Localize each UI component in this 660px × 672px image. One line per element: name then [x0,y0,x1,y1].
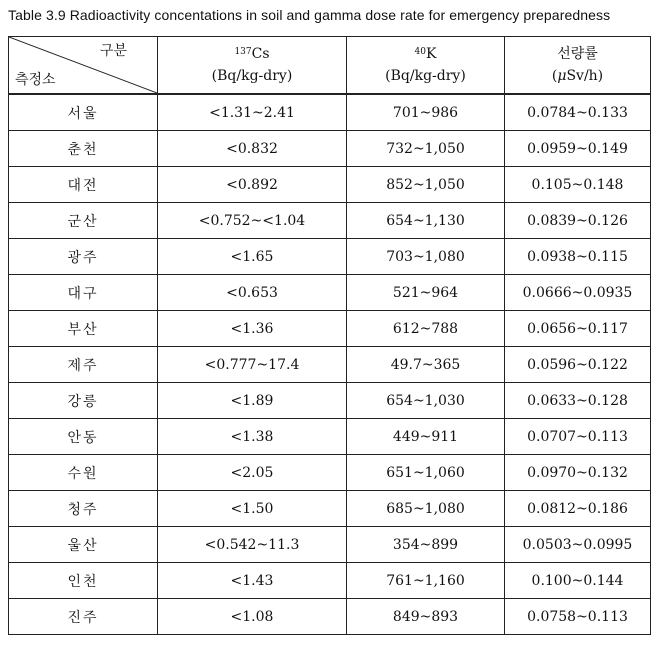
k-value-cell: 685~1,080 [347,491,505,527]
station-cell: 제주 [9,347,158,383]
dose-value-cell: 0.0666~0.0935 [505,275,651,311]
table-row [9,311,651,347]
station-cell: 서울 [9,94,158,131]
table-row [9,203,651,239]
k-value-cell: 651~1,060 [347,455,505,491]
table-row [9,563,651,599]
station-cell: 인천 [9,563,158,599]
header-row [9,37,651,95]
dose-value-cell: 0.0839~0.126 [505,203,651,239]
table-row [9,275,651,311]
cs-value-cell: <0.542~11.3 [158,527,347,563]
station-cell: 안동 [9,419,158,455]
dose-value-cell: 0.0938~0.115 [505,239,651,275]
category-label: 구분 [99,43,127,59]
dose-value-cell: 0.0596~0.122 [505,347,651,383]
k-value-cell: 49.7~365 [347,347,505,383]
dose-value-cell: 0.0784~0.133 [505,94,651,131]
dose-value-cell: 0.0970~0.132 [505,455,651,491]
dose-label: 선량률 [557,46,598,62]
table-row [9,94,651,131]
table-row [9,347,651,383]
station-cell: 진주 [9,599,158,635]
table-row [9,491,651,527]
cs-value-cell: <0.832 [158,131,347,167]
station-cell: 대전 [9,167,158,203]
cs-value-cell: <1.08 [158,599,347,635]
cs-value-cell: <0.892 [158,167,347,203]
cs-value-cell: <1.65 [158,239,347,275]
dose-value-cell: 0.105~0.148 [505,167,651,203]
k-value-cell: 732~1,050 [347,131,505,167]
k-value-cell: 521~964 [347,275,505,311]
k-unit: (Bq/kg-dry) [385,68,466,84]
cs-mass-number: 137 [234,47,252,57]
dose-header-cell [505,37,651,95]
station-column-label: 측정소 [15,72,56,88]
dose-value-cell: 0.0707~0.113 [505,419,651,455]
cs-value-cell: <1.89 [158,383,347,419]
table-row [9,383,651,419]
dose-unit-open: ( [551,68,558,84]
cs-symbol: Cs [251,46,270,62]
station-cell: 군산 [9,203,158,239]
dose-unit-mu: μ [557,68,567,84]
station-cell: 수원 [9,455,158,491]
cs-value-cell: <1.43 [158,563,347,599]
k-value-cell: 701~986 [347,94,505,131]
dose-value-cell: 0.0633~0.128 [505,383,651,419]
station-cell: 춘천 [9,131,158,167]
cs-value-cell: <1.38 [158,419,347,455]
k-value-cell: 849~893 [347,599,505,635]
k-value-cell: 449~911 [347,419,505,455]
cs-value-cell: <0.653 [158,275,347,311]
cs-value-cell: <0.752~<1.04 [158,203,347,239]
cs-value-cell: <1.50 [158,491,347,527]
table-row [9,167,651,203]
table-row [9,131,651,167]
k-value-cell: 354~899 [347,527,505,563]
k-value-cell: 761~1,160 [347,563,505,599]
station-cell: 광주 [9,239,158,275]
cs-unit: (Bq/kg-dry) [211,68,293,84]
k-value-cell: 703~1,080 [347,239,505,275]
k-value-cell: 852~1,050 [347,167,505,203]
table-row [9,599,651,635]
cs-header-cell [158,37,347,95]
k-symbol: K [425,46,437,62]
station-cell: 강릉 [9,383,158,419]
station-cell: 부산 [9,311,158,347]
station-cell: 울산 [9,527,158,563]
k-value-cell: 612~788 [347,311,505,347]
corner-header-cell [9,37,158,95]
table-row [9,527,651,563]
k-value-cell: 654~1,030 [347,383,505,419]
dose-value-cell: 0.0812~0.186 [505,491,651,527]
k-mass-number: 40 [414,47,426,57]
dose-value-cell: 0.0503~0.0995 [505,527,651,563]
dose-value-cell: 0.0959~0.149 [505,131,651,167]
radioactivity-table [8,36,651,635]
table-row [9,239,651,275]
dose-value-cell: 0.100~0.144 [505,563,651,599]
cs-isotope-heading [158,43,346,65]
k-header-cell [347,37,505,95]
station-cell: 대구 [9,275,158,311]
cs-value-cell: <2.05 [158,455,347,491]
dose-value-cell: 0.0758~0.113 [505,599,651,635]
table-caption: Table 3.9 Radioactivity concentations in soil and gamma dose rate for emergency preparedness [8,7,611,23]
station-cell: 청주 [9,491,158,527]
table-row [9,419,651,455]
table-row [9,455,651,491]
dose-value-cell: 0.0656~0.117 [505,311,651,347]
dose-unit [505,65,650,87]
k-value-cell: 654~1,130 [347,203,505,239]
cs-value-cell: <0.777~17.4 [158,347,347,383]
cs-value-cell: <1.36 [158,311,347,347]
k-isotope-heading [347,43,504,65]
dose-unit-rest: Sv/h) [566,68,604,84]
cs-value-cell: <1.31~2.41 [158,94,347,131]
